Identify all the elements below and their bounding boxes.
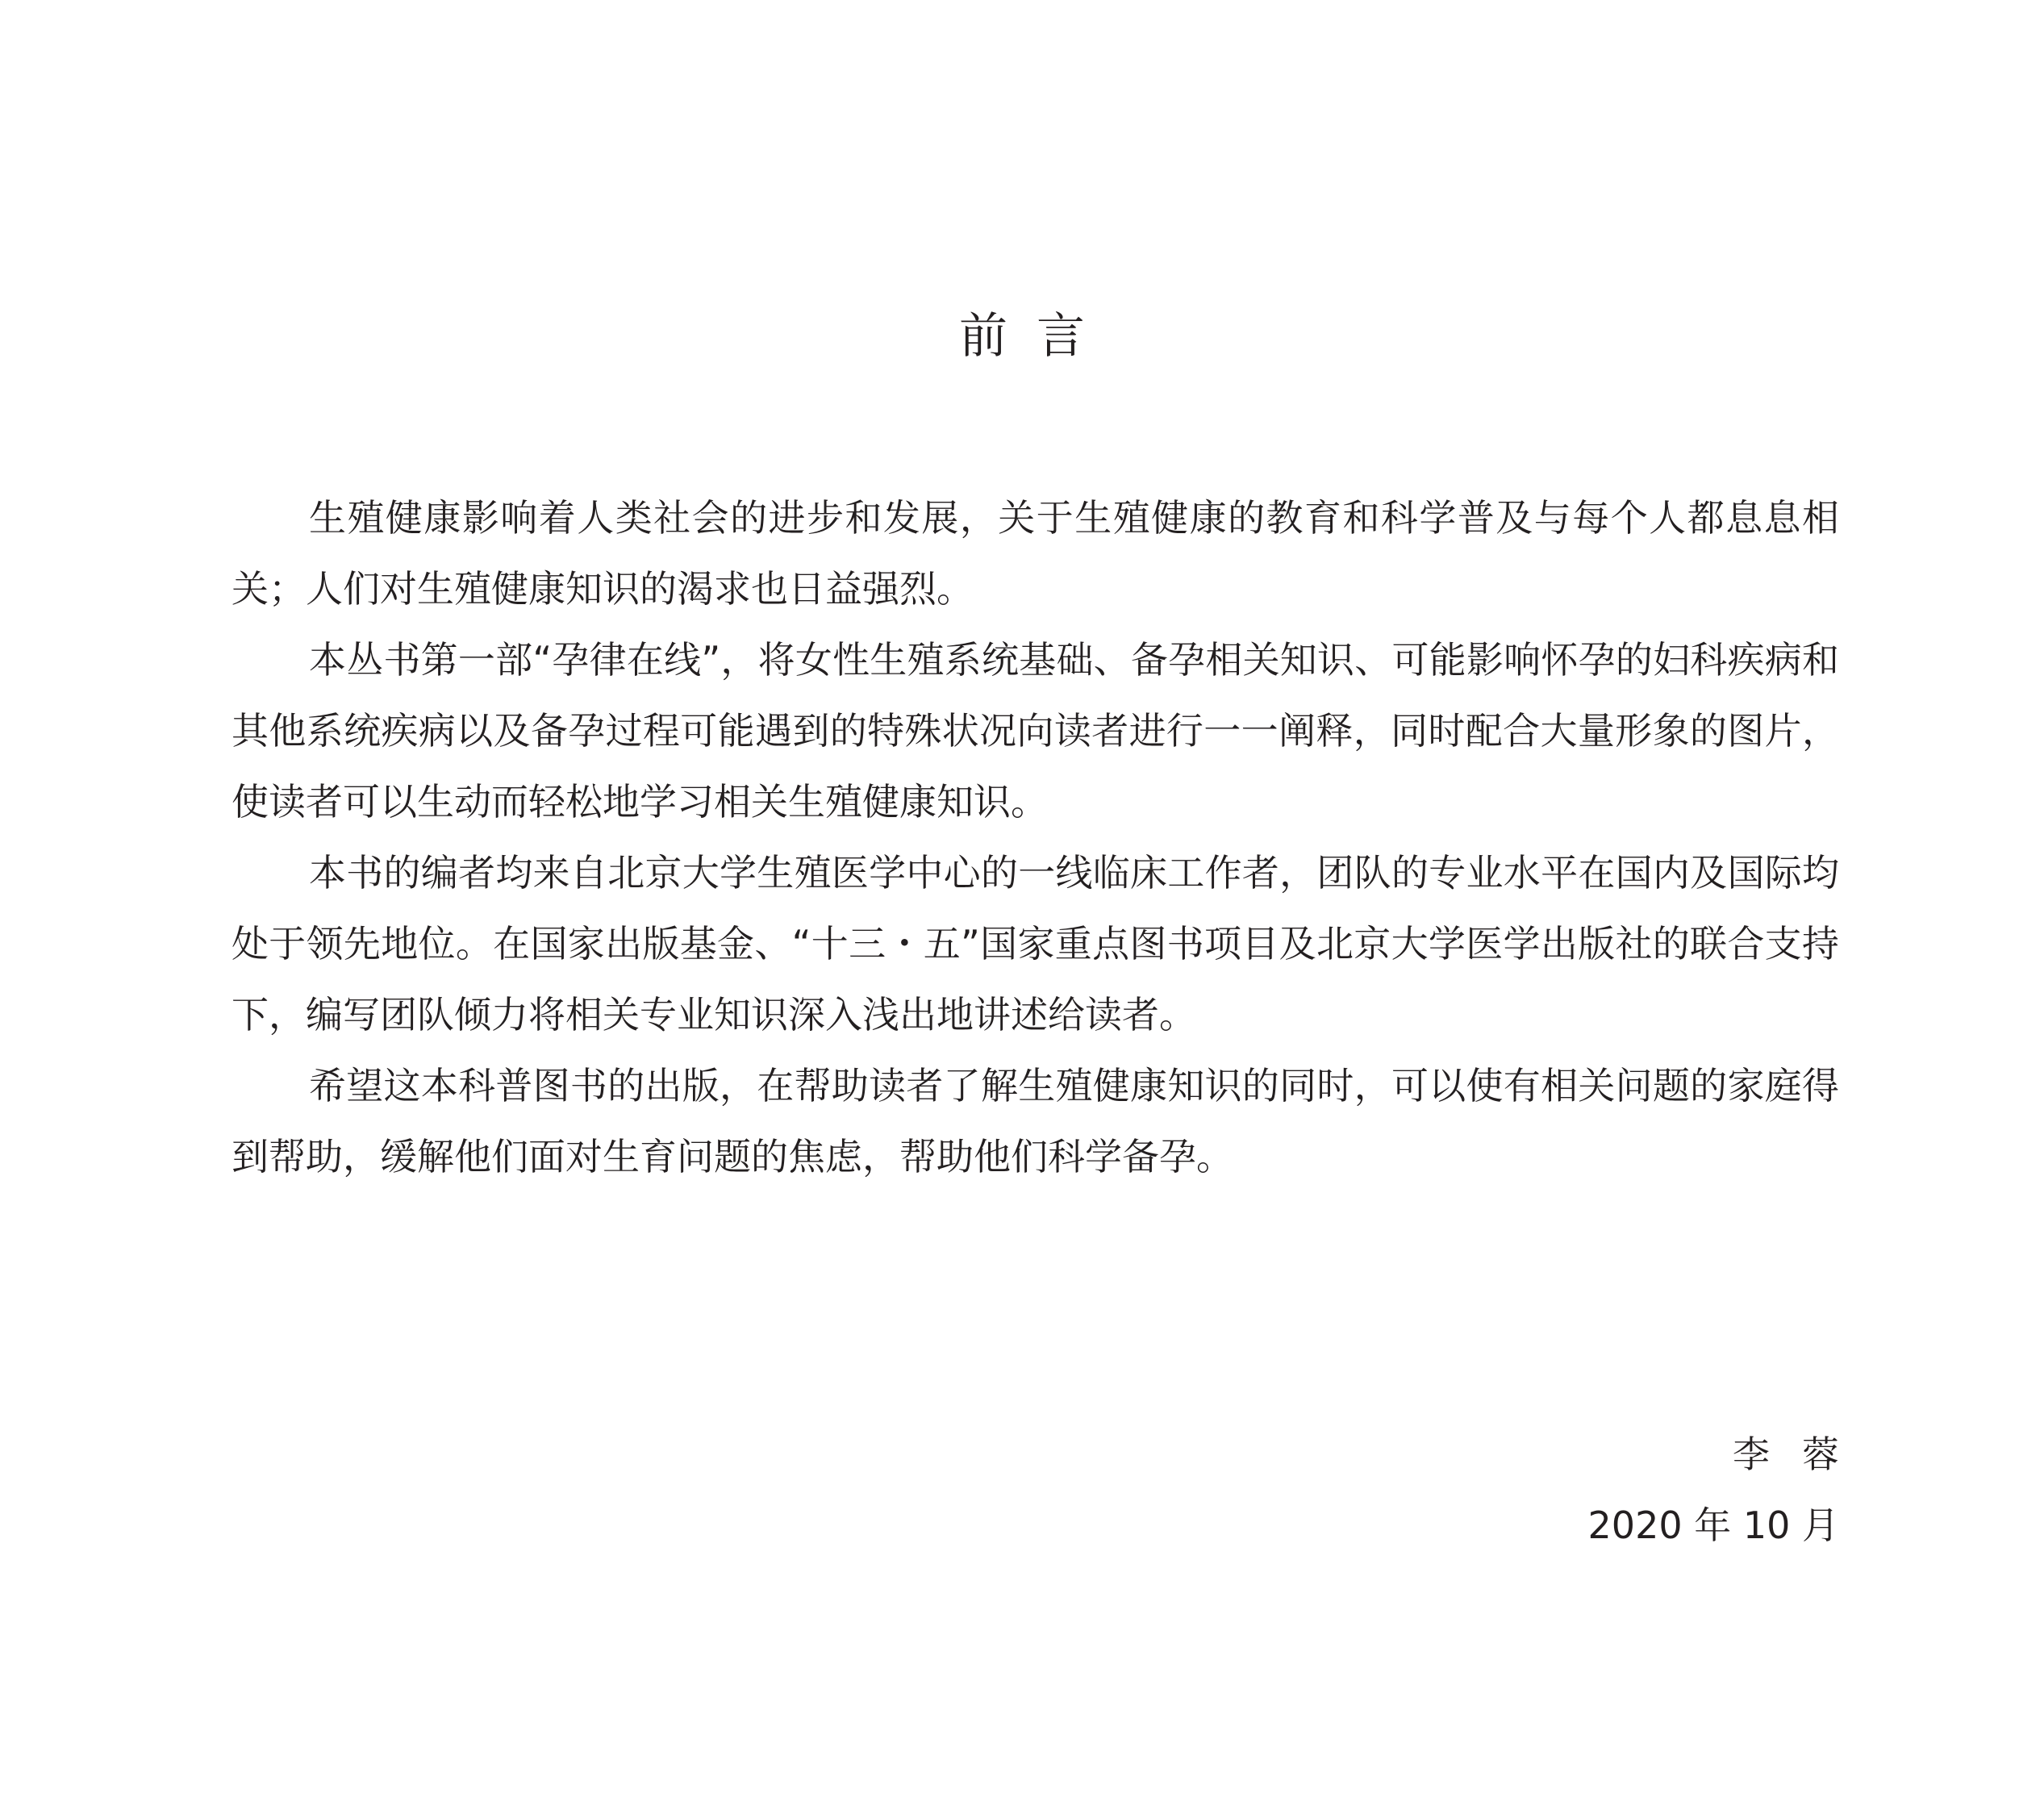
author-name: 李蓉: [1733, 1433, 1871, 1476]
page-title: 前言: [959, 308, 1114, 365]
paragraph-1: 生殖健康影响着人类社会的进步和发展，关于生殖健康的教育和科学普及与每个人都息息相关；人们对生殖健康知识的渴求也日益强烈。: [232, 496, 1839, 611]
signature-date: 2020 年 10 月: [1587, 1504, 1839, 1547]
paragraph-2: 本丛书第一部“孕律在线”，将女性生殖系统基础、备孕相关知识、可能影响怀孕的妇科疾病和其他系统疾病以及备孕过程可能遇到的特殊状况向读者进行一一阐释，同时配合大量形象的图片，使读者可以生动而轻松地学习相关生殖健康知识。: [232, 638, 1839, 824]
paragraph-3: 本书的编者均来自北京大学生殖医学中心的一线临床工作者，团队的专业水平在国内及国际均处于领先地位。在国家出版基金、“十三・五”国家重点图书项目及北京大学医学出版社的联合支持下，编写团队倾力将相关专业知识深入浅出地讲述给读者。: [232, 851, 1839, 1036]
signature-block: [1587, 1419, 1871, 1561]
preface-body: [232, 482, 1839, 1192]
paragraph-4: 希望这本科普图书的出版，在帮助读者了解生殖健康知识的同时，可以使有相关问题的家庭得到帮助，缓解他们面对生育问题的焦虑，帮助他们科学备孕。: [232, 1064, 1839, 1178]
